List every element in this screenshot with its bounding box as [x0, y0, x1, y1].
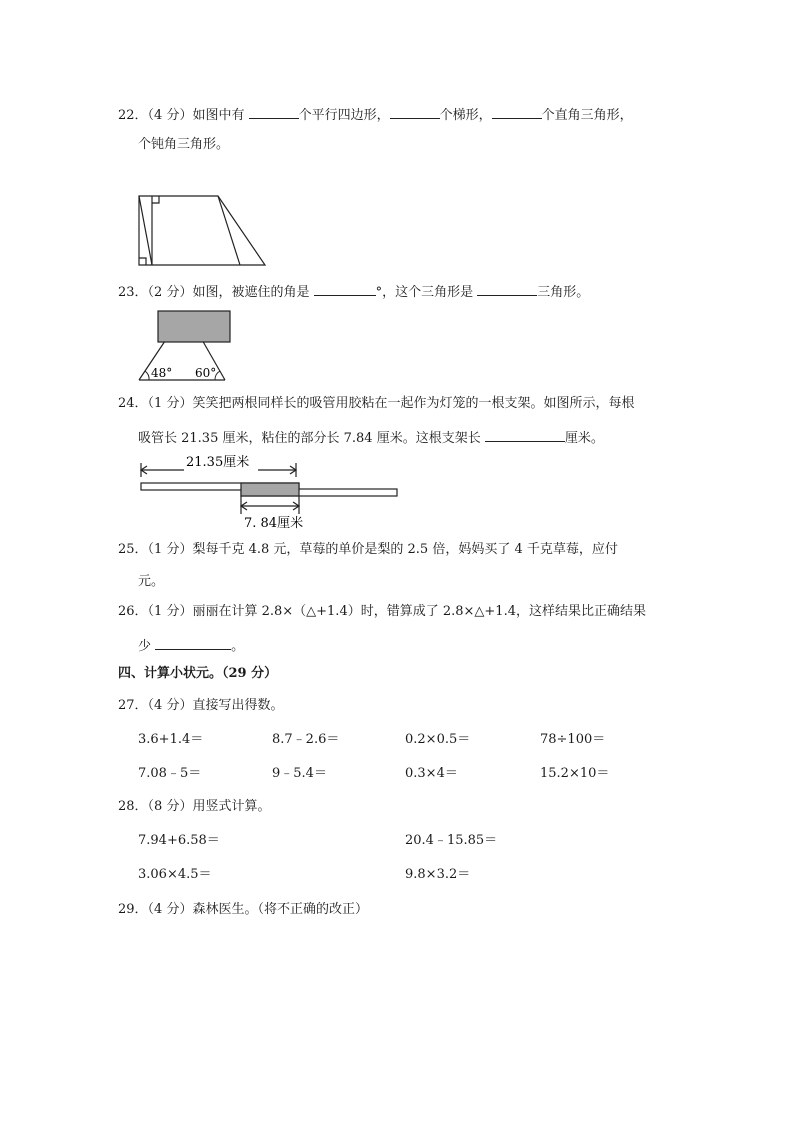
section4-title-text: 四、计算小状元。（29 分） [118, 666, 278, 681]
q26-line2 [138, 635, 244, 656]
q27-row1-item2: 8.7﹣2.6＝ [272, 732, 340, 747]
q27-row1-item1: 3.6+1.4＝ [138, 732, 204, 747]
q23-angle-label-left: 48° [151, 366, 173, 380]
q22-diagonal-left [139, 196, 152, 265]
q28-row2-item2: 9.8×3.2＝ [405, 867, 471, 882]
q27-row1-item3: 0.2×0.5＝ [405, 732, 471, 747]
q27-row1-item4: 78÷100＝ [540, 732, 606, 747]
q27-row2-item3: 0.3×4＝ [405, 766, 458, 781]
q23-figure [135, 308, 235, 384]
q23-blank-angle[interactable] [314, 281, 376, 296]
q22-diagonal-right [218, 196, 240, 265]
q23-text-prefix: 23．（2 分）如图，被遮住的角是 [118, 285, 314, 300]
q26-text-line2-suffix: 。 [231, 639, 245, 654]
q25-line2 [138, 573, 164, 591]
q22-blank-parallelogram[interactable] [249, 104, 299, 119]
q25-text-line2: 元。 [138, 574, 165, 589]
q22-text-line2: 个钝角三角形。 [138, 137, 230, 152]
q25-line1 [118, 541, 618, 559]
q26-text-line2-prefix: 少 [138, 639, 156, 654]
q22-text-mid1: 个平行四边形， [298, 108, 390, 123]
q24-label-top: 21.35厘米 [186, 455, 250, 470]
q24-text-line2-suffix: 厘米。 [564, 431, 604, 446]
section4-title [118, 665, 277, 683]
q26-text-line1: 26．（1 分）丽丽在计算 2.8×（△+1.4）时，错算成了 2.8×△+1.4，这样结果比正确结果 [118, 604, 646, 619]
q22-right-angle-mark-top [152, 196, 159, 203]
q26-line1 [118, 603, 646, 621]
q26-blank-difference[interactable] [155, 635, 231, 650]
q23-text-suffix: 三角形。 [537, 285, 590, 300]
q25-text-line1: 25．（1 分）梨每千克 4.8 元，草莓的单价是梨的 2.5 倍，妈妈买了 4 千克草莓，应付 [118, 542, 618, 557]
q24-text-line2-prefix: 吸管长 21.35 厘米，粘住的部分长 7.84 厘米。这根支架长 [138, 431, 485, 446]
q23-angle-arc-left [145, 371, 149, 380]
q23-line [118, 281, 589, 302]
q23-angle-label-right: 60° [195, 366, 217, 380]
q27-row2-item1: 7.08﹣5＝ [138, 766, 202, 781]
q22-blank-right-triangle[interactable] [492, 104, 542, 119]
q24-overlap [241, 483, 299, 496]
q24-line2 [138, 427, 604, 448]
q23-cover-block [158, 311, 230, 342]
q28-row1-item1: 7.94+6.58＝ [138, 833, 220, 848]
q29-title [118, 901, 368, 919]
q24-text-line1: 24．（1 分）笑笑把两根同样长的吸管用胶粘在一起作为灯笼的一根支架。如图所示，每根 [118, 396, 635, 411]
q24-label-bottom: 7. 84厘米 [244, 516, 304, 531]
q22-text-mid3: 个直角三角形， [541, 108, 633, 123]
q22-figure [130, 190, 270, 270]
q24-figure [138, 452, 403, 532]
q22-blank-trapezoid[interactable] [390, 104, 440, 119]
q22-trapezoid-outline [139, 196, 265, 265]
q24-line1 [118, 395, 634, 413]
q22-line1 [118, 104, 633, 125]
q23-blank-triangle-type[interactable] [477, 281, 537, 296]
q22-right-angle-mark-bottom [139, 258, 146, 265]
q28-title-text: 28．（8 分）用竖式计算。 [118, 799, 271, 814]
q24-blank-length[interactable] [485, 427, 565, 442]
q23-text-mid: °，这个三角形是 [375, 285, 478, 300]
q27-title [118, 697, 283, 715]
q27-title-text: 27．（4 分）直接写出得数。 [118, 698, 284, 713]
q28-row1-item2: 20.4﹣15.85＝ [405, 833, 498, 848]
q28-row2-item1: 3.06×4.5＝ [138, 867, 212, 882]
q22-text-prefix: 22．（4 分）如图中有 [118, 108, 249, 123]
q27-row2-item2: 9﹣5.4＝ [272, 766, 327, 781]
q22-text-mid2: 个梯形， [439, 108, 492, 123]
q22-line2 [138, 136, 229, 154]
q28-title [118, 798, 270, 816]
q27-row2-item4: 15.2×10＝ [540, 766, 610, 781]
q29-title-text: 29．（4 分）森林医生。（将不正确的改正） [118, 902, 368, 917]
